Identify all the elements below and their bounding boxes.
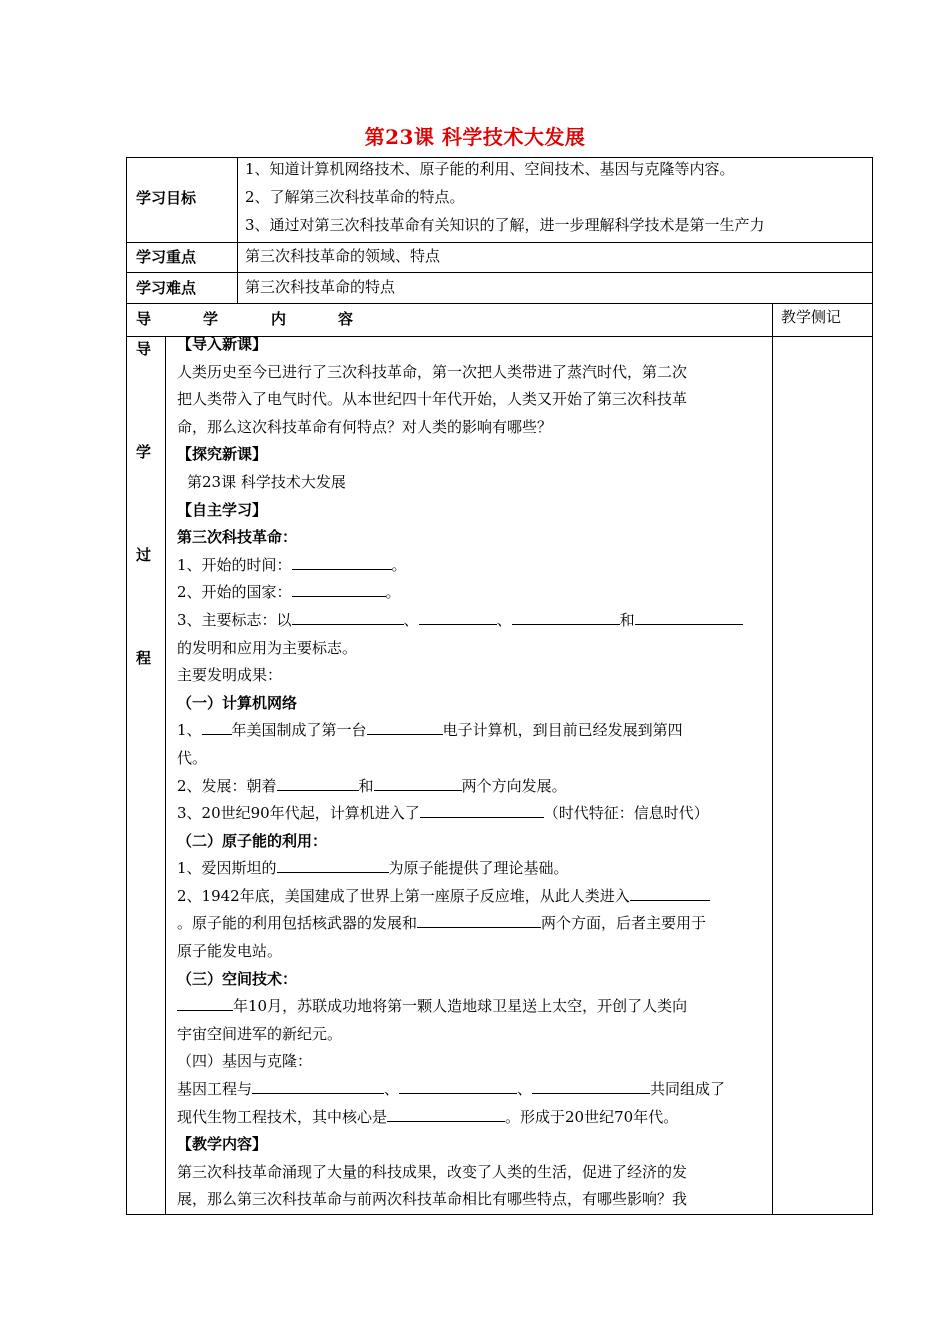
col-divider-side bbox=[772, 303, 773, 1215]
difficulty-text: 第三次科技革命的特点 bbox=[245, 278, 396, 296]
answer-blank[interactable] bbox=[532, 1077, 650, 1094]
section-gene-heading: （四）基因与克隆： bbox=[177, 1052, 313, 1071]
intro-line: 把人类带入了电气时代。从本世纪四十年代开始，人类又开始了第三次科技革 bbox=[177, 390, 688, 409]
row-divider-1 bbox=[126, 242, 873, 243]
answer-blank[interactable] bbox=[292, 553, 392, 570]
question-atomic-reactor-cont: 。原子能的利用包括核武器的发展和 两个方面，后者主要用于 bbox=[177, 910, 762, 938]
process-label-char: 过 bbox=[136, 546, 152, 564]
intro-line: 命，那么这次科技革命有何特点？对人类的影响有哪些？ bbox=[177, 417, 553, 436]
answer-blank[interactable] bbox=[635, 608, 743, 625]
process-label-char: 程 bbox=[136, 649, 152, 667]
question-space-satellite-cont: 宇宙空间进军的新纪元。 bbox=[177, 1024, 343, 1043]
question-atomic-reactor: 2、1942年底，美国建成了世界上第一座原子反应堆，从此人类进入 bbox=[177, 883, 762, 911]
question-main-signs-cont: 的发明和应用为主要标志。 bbox=[177, 638, 358, 657]
guide-header-char: 内 bbox=[271, 310, 287, 328]
question-atomic-reactor-cont: 原子能发电站。 bbox=[177, 942, 283, 961]
question-start-time: 1、开始的时间： 。 bbox=[177, 552, 762, 580]
answer-blank[interactable] bbox=[417, 911, 541, 928]
question-gene-engineering: 基因工程与 、 、 共同组成了 bbox=[177, 1076, 762, 1104]
answer-blank[interactable] bbox=[630, 884, 710, 901]
third-revolution-heading: 第三次科技革命： bbox=[177, 528, 298, 547]
table-border-left bbox=[126, 157, 127, 1215]
goal-item: 1、知道计算机网络技术、原子能的利用、空间技术、基因与克隆等内容。 bbox=[245, 160, 735, 178]
answer-blank[interactable] bbox=[374, 774, 462, 791]
guide-header-char: 学 bbox=[203, 310, 219, 328]
question-computer-year-cont: 代。 bbox=[177, 748, 208, 767]
col-divider-label bbox=[237, 157, 238, 304]
answer-blank[interactable] bbox=[252, 1077, 384, 1094]
col-divider-process bbox=[165, 336, 166, 1215]
answer-blank[interactable] bbox=[202, 718, 232, 735]
answer-blank[interactable] bbox=[177, 994, 233, 1011]
lesson-content bbox=[177, 331, 762, 1214]
explore-heading: 【探究新课】 bbox=[177, 445, 268, 464]
section-space-heading: （三）空间技术： bbox=[177, 969, 298, 988]
page-title: 第23课 科学技术大发展 bbox=[364, 125, 586, 149]
table-border-right bbox=[872, 157, 873, 1215]
achievements-label: 主要发明成果： bbox=[177, 666, 283, 685]
intro-line: 人类历史至今已进行了三次科技革命，第一次把人类带进了蒸汽时代，第二次 bbox=[177, 362, 688, 381]
goal-item: 3、通过对第三次科技革命有关知识的了解，进一步理解科学技术是第一生产力 bbox=[245, 216, 765, 234]
teaching-content-heading: 【教学内容】 bbox=[177, 1135, 268, 1154]
answer-blank[interactable] bbox=[277, 856, 389, 873]
answer-blank[interactable] bbox=[512, 608, 620, 625]
section-computer-heading: （一）计算机网络 bbox=[177, 693, 298, 712]
goals-label: 学习目标 bbox=[136, 189, 197, 207]
key-point-label: 学习重点 bbox=[136, 248, 197, 266]
table-border-bottom bbox=[126, 1214, 873, 1215]
answer-blank[interactable] bbox=[367, 718, 443, 735]
guide-header-char: 容 bbox=[338, 310, 354, 328]
teaching-line: 第三次科技革命涌现了大量的科技成果，改变了人类的生活，促进了经济的发 bbox=[177, 1162, 688, 1181]
goal-item: 2、了解第三次科技革命的特点。 bbox=[245, 188, 465, 206]
question-main-signs: 3、主要标志：以 、 、 和 bbox=[177, 607, 762, 635]
self-study-heading: 【自主学习】 bbox=[177, 500, 268, 519]
row-divider-3 bbox=[126, 303, 873, 304]
question-start-country: 2、开始的国家： 。 bbox=[177, 579, 762, 607]
question-gene-engineering-cont: 现代生物工程技术，其中核心是 。形成于20世纪70年代。 bbox=[177, 1104, 762, 1132]
section-atomic-heading: （二）原子能的利用： bbox=[177, 831, 328, 850]
difficulty-label: 学习难点 bbox=[136, 279, 197, 297]
answer-blank[interactable] bbox=[277, 774, 359, 791]
process-label-char: 学 bbox=[136, 443, 152, 461]
answer-blank[interactable] bbox=[292, 608, 404, 625]
answer-blank[interactable] bbox=[399, 1077, 517, 1094]
answer-blank[interactable] bbox=[419, 608, 497, 625]
question-computer-development: 2、发展：朝着 和 两个方向发展。 bbox=[177, 773, 762, 801]
question-computer-year: 1、 年美国制成了第一台 电子计算机，到目前已经发展到第四 bbox=[177, 717, 762, 745]
side-notes-header: 教学侧记 bbox=[781, 308, 842, 326]
row-divider-2 bbox=[126, 272, 873, 273]
answer-blank[interactable] bbox=[420, 801, 544, 818]
question-atomic-theory: 1、爱因斯坦的 为原子能提供了理论基础。 bbox=[177, 855, 762, 883]
process-label-char: 导 bbox=[136, 340, 152, 358]
lesson-title: 第23课 科学技术大发展 bbox=[187, 472, 346, 491]
teaching-line: 展，那么第三次科技革命与前两次科技革命相比有哪些特点，有哪些影响？我 bbox=[177, 1190, 688, 1209]
question-computer-era: 3、20世纪90年代起，计算机进入了 （时代特征：信息时代） bbox=[177, 800, 762, 828]
intro-heading: 【导入新课】 bbox=[177, 335, 268, 353]
key-point-text: 第三次科技革命的领域、特点 bbox=[245, 247, 441, 265]
answer-blank[interactable] bbox=[387, 1105, 505, 1122]
answer-blank[interactable] bbox=[292, 580, 386, 597]
question-space-satellite: 年10月，苏联成功地将第一颗人造地球卫星送上太空，开创了人类向 bbox=[177, 993, 762, 1021]
guide-header-char: 导 bbox=[136, 310, 152, 328]
